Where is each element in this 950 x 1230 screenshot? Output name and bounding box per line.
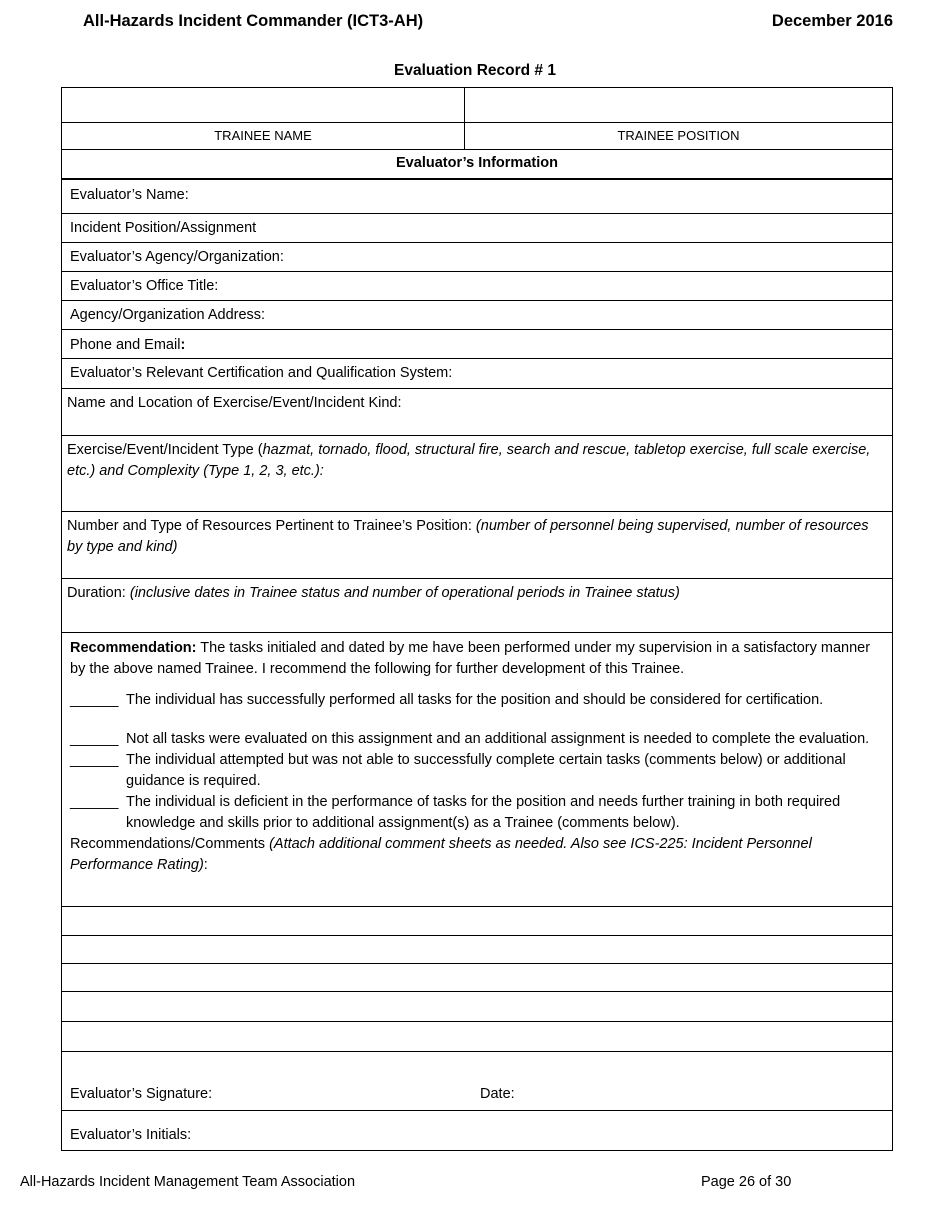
- recommendation-intro: [70, 638, 884, 680]
- trainee-caption-row: [62, 123, 892, 150]
- evaluator-section-header: [62, 150, 892, 180]
- recommendation-option-2[interactable]: [70, 729, 884, 750]
- header-doc-title: All-Hazards Incident Commander (ICT3-AH): [83, 12, 424, 30]
- header-date: December 2016: [771, 12, 893, 30]
- office-title-field[interactable]: [62, 272, 892, 301]
- phone-email-colon: :: [180, 337, 186, 353]
- option-text: The individual has successfully performed all tasks for the position and should be considered for certification.: [126, 692, 824, 708]
- recommendation-label: Recommendation:: [70, 640, 197, 656]
- duration-field[interactable]: [62, 579, 892, 633]
- trainee-entry-row: [62, 88, 892, 123]
- trainee-position-caption: TRAINEE POSITION: [617, 128, 740, 143]
- exercise-type-field[interactable]: [62, 436, 892, 512]
- trainee-name-field[interactable]: [62, 88, 465, 122]
- comment-line-3[interactable]: [62, 964, 892, 992]
- footer-organization: All-Hazards Incident Management Team Association: [20, 1174, 356, 1190]
- certification-field[interactable]: [62, 359, 892, 389]
- comment-line-4[interactable]: [62, 992, 892, 1022]
- resources-hint: (number of personnel being supervised, number of resources by type and kind): [67, 518, 869, 555]
- recommendation-intro-text: The tasks initialed and dated by me have been performed under my supervision in a satisfactory manner by the above named Trainee. I recommend the following for further development of this Trainee.: [70, 640, 871, 677]
- incident-position-field[interactable]: [62, 214, 892, 243]
- recommendation-block: [62, 633, 892, 876]
- comment-line-2[interactable]: [62, 936, 892, 964]
- duration-text: Duration:: [67, 585, 130, 601]
- option-blank[interactable]: ______: [70, 794, 119, 810]
- evaluation-form: [61, 87, 893, 1151]
- option-blank[interactable]: ______: [70, 692, 119, 708]
- date-label[interactable]: Date:: [480, 1086, 515, 1102]
- exercise-name-location-label: Name and Location of Exercise/Event/Incident Kind:: [67, 395, 402, 411]
- agency-address-label: Agency/Organization Address:: [70, 307, 266, 323]
- initials-field[interactable]: [62, 1111, 892, 1151]
- comments-label: [70, 834, 884, 876]
- comments-text: Recommendations/Comments: [70, 836, 270, 852]
- trainee-position-field[interactable]: [465, 88, 892, 122]
- agency-address-field[interactable]: [62, 301, 892, 330]
- recommendation-option-3[interactable]: [70, 750, 884, 792]
- resources-text: Number and Type of Resources Pertinent to Trainee’s Position:: [67, 518, 476, 534]
- duration-label: [62, 579, 892, 604]
- exercise-type-hint: hazmat, tornado, flood, structural fire, search and rescue, tabletop exercise, full scale exercise, etc.) and Complexity (Type 1, 2, 3, etc.):: [67, 442, 871, 479]
- comment-line-5[interactable]: [62, 1022, 892, 1052]
- exercise-name-location-field[interactable]: [62, 389, 892, 436]
- comments-hint: (Attach additional comment sheets as needed. Also see ICS-225: Incident Personnel Performance Rating): [70, 836, 812, 873]
- phone-email-field[interactable]: [62, 330, 892, 359]
- evaluator-agency-field[interactable]: [62, 243, 892, 272]
- recommendation-option-4[interactable]: [70, 792, 884, 834]
- signature-label[interactable]: Evaluator’s Signature:: [70, 1086, 213, 1102]
- evaluator-name-label: Evaluator’s Name:: [70, 187, 189, 203]
- initials-label: Evaluator’s Initials:: [70, 1127, 192, 1143]
- phone-email-label: [62, 330, 892, 356]
- option-blank[interactable]: ______: [70, 731, 119, 747]
- duration-hint: (inclusive dates in Trainee status and number of operational periods in Trainee status): [129, 585, 680, 601]
- footer-page-number: Page 26 of 30: [701, 1174, 792, 1190]
- trainee-name-caption: TRAINEE NAME: [62, 123, 465, 149]
- comments-colon: :: [203, 857, 208, 873]
- recommendation-section: [62, 633, 892, 907]
- certification-label: Evaluator’s Relevant Certification and Qualification System:: [70, 365, 453, 381]
- incident-position-label: Incident Position/Assignment: [70, 220, 257, 236]
- option-blank[interactable]: ______: [70, 752, 119, 768]
- resources-field[interactable]: [62, 512, 892, 579]
- evaluator-section-title: Evaluator’s Information: [396, 155, 558, 171]
- recommendation-option-1[interactable]: [70, 690, 884, 711]
- exercise-type-text: Exercise/Event/Incident Type (: [67, 442, 263, 458]
- evaluator-agency-label: Evaluator’s Agency/Organization:: [70, 249, 284, 265]
- option-text: The individual is deficient in the performance of tasks for the position and needs further training in both required knowledge and skills prior to additional assignment(s) as a Trainee (comments below).: [126, 794, 841, 831]
- signature-row: [62, 1052, 892, 1111]
- evaluator-name-field[interactable]: [62, 180, 892, 214]
- comment-line-1[interactable]: [62, 907, 892, 936]
- option-text: The individual attempted but was not able to successfully complete certain tasks (comments below) or additional guidance is required.: [126, 752, 846, 789]
- record-title: Evaluation Record # 1: [394, 62, 556, 79]
- option-text: Not all tasks were evaluated on this assignment and an additional assignment is needed to complete the evaluation.: [126, 731, 870, 747]
- office-title-label: Evaluator’s Office Title:: [70, 278, 219, 294]
- exercise-type-label: [62, 436, 892, 482]
- resources-label: [62, 512, 892, 558]
- phone-email-text: Phone and Email: [70, 337, 181, 353]
